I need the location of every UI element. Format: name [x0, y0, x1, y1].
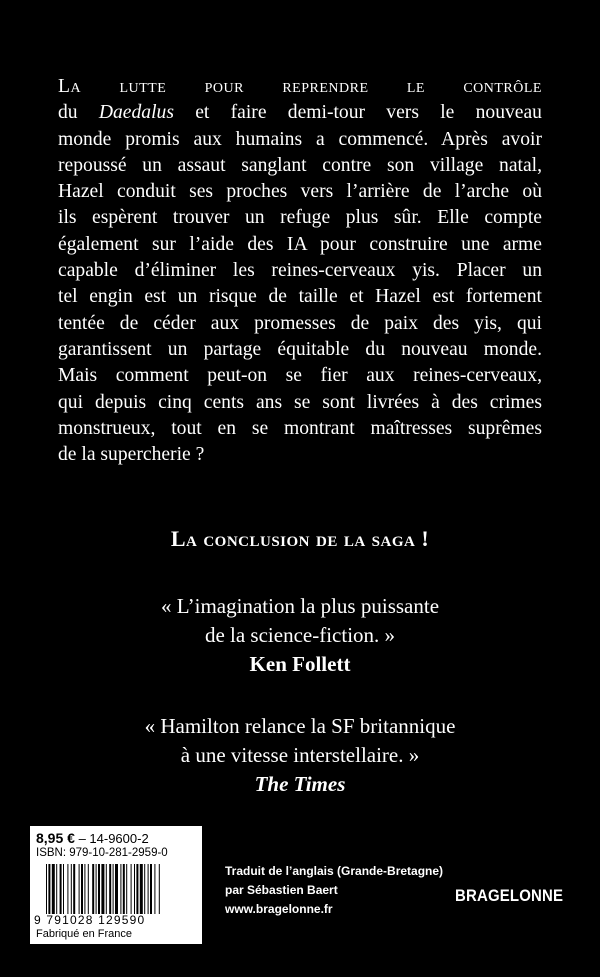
blurb-line-11: garantissent un partage équitable du nouveau monde. [58, 338, 542, 360]
blurb-line-4: repoussé un assaut sanglant contre son village natal, [58, 154, 542, 176]
blurb-line-9: tel engin est un risque de taille et Hazel est fortement [58, 286, 542, 308]
translator: par Sébastien Baert [225, 883, 338, 897]
blurb-line-2 [58, 100, 542, 126]
price: 8,95 € [36, 830, 75, 846]
website-link[interactable]: www.bragelonne.fr [225, 902, 333, 916]
blurb-line-15: de la supercherie ? [58, 444, 205, 466]
barcode-icon [44, 864, 194, 914]
conclusion-tagline: La conclusion de la saga ! [170, 526, 430, 551]
blurb-line-13: qui depuis cinq cents ans se sont livrées à des crimes [58, 391, 542, 413]
blurb-line-6: ils espèrent trouver un refuge plus sûr. Elle compte [58, 207, 542, 229]
quote-1-author: Ken Follett [249, 652, 351, 676]
barcode-digits: 9 791028 129590 [34, 913, 146, 927]
blurb-line-3: monde promis aux humains a commencé. Après avoir [58, 128, 542, 150]
product-code: – 14-9600-2 [78, 831, 149, 846]
back-cover-blurb [58, 74, 542, 468]
quote-2-line-1: « Hamilton relance la SF britannique [144, 714, 456, 738]
blurb-line-5: Hazel conduit ses proches vers l’arrière de l’arche où [58, 181, 542, 203]
isbn: ISBN: 979-10-281-2959-0 [36, 847, 168, 859]
blurb-line-8: capable d’éliminer les reines-cerveaux yis. Placer un [58, 260, 542, 282]
blurb-line-1: La lutte pour reprendre le contrôle [58, 76, 542, 97]
quote-2-line-2: à une vitesse interstellaire. » [180, 743, 420, 767]
quote-1-line-2: de la science-fiction. » [204, 623, 396, 647]
translation-note: Traduit de l’anglais (Grande-Bretagne) [225, 864, 444, 878]
quote-2-source: The Times [254, 772, 346, 796]
credits [225, 862, 443, 919]
ship-name: Daedalus [98, 102, 174, 124]
blurb-line-14: monstrueux, tout en se montrant maîtresses suprêmes [58, 417, 542, 439]
publisher-logo: BRAGELONNE [455, 886, 564, 905]
blurb-line-2-prefix: du [58, 102, 99, 124]
blurb-line-7: également sur l’aide des IA pour construire une arme [58, 233, 542, 255]
quote-1-line-1: « L’imagination la plus puissante [160, 594, 440, 618]
barcode-box [29, 825, 203, 945]
quote-ken-follett [0, 592, 600, 679]
blurb-line-12: Mais comment peut-on se fier aux reines-cerveaux, [58, 365, 542, 387]
quote-the-times [0, 712, 600, 799]
blurb-line-2-suffix: et faire demi-tour vers le nouveau [173, 102, 542, 124]
blurb-line-10: tentée de céder aux promesses de paix des yis, qui [58, 312, 542, 334]
price-row [36, 830, 149, 846]
made-in-label: Fabriqué en France [36, 928, 132, 940]
